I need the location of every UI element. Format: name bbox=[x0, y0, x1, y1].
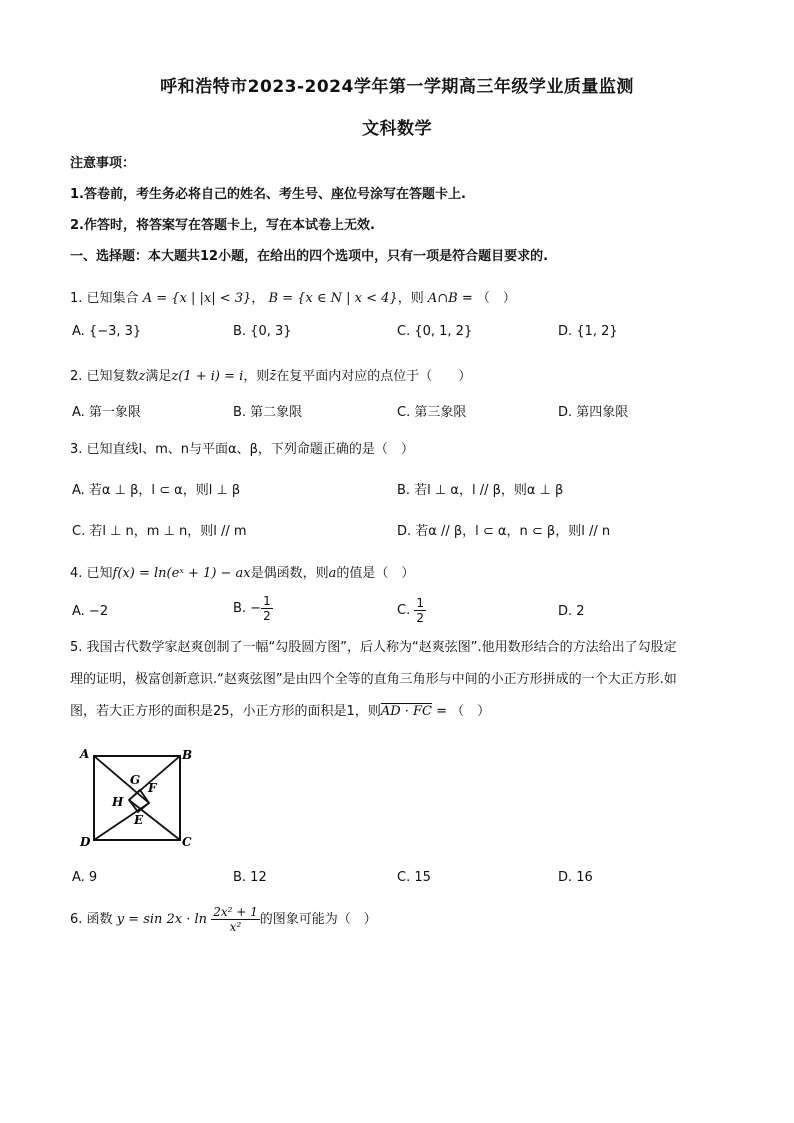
q2-option-b: B. 第二象限 bbox=[233, 405, 303, 420]
notice-heading: 注意事项： bbox=[70, 156, 136, 171]
q5-option-c: C. 15 bbox=[397, 870, 431, 885]
q5-option-b: B. 12 bbox=[233, 870, 267, 885]
question-1-stem: 1. 已知集合 A = {x | |x| < 3}， B = {x ∈ N | x < 4}，则 A∩B = （ ） bbox=[70, 291, 516, 306]
label-b: B bbox=[182, 748, 193, 762]
zhaoshuang-figure bbox=[74, 746, 198, 850]
q2-option-a: A. 第一象限 bbox=[72, 405, 141, 420]
question-6-stem: 6. 函数 y = sin 2x · ln $\frac{\text{2x² + 1}}{\text{x²}}$ 的图象可能为（ ） bbox=[70, 905, 377, 934]
label-g: G bbox=[130, 773, 141, 787]
exam-subtitle: 文科数学 bbox=[362, 119, 432, 139]
q4-option-d: D. 2 bbox=[558, 604, 585, 619]
section-heading: 一、选择题：本大题共12小题，在给出的四个选项中，只有一项是符合题目要求的. bbox=[70, 249, 549, 264]
q5-option-d: D. 16 bbox=[558, 870, 593, 885]
function-6-expr: y = sin 2x · ln bbox=[116, 912, 208, 927]
q4-option-b: B. − $\frac{1}{2}$ bbox=[233, 594, 271, 623]
exam-title: 呼和浩特市2023-2024学年第一学期高三年级学业质量监测 bbox=[160, 77, 634, 97]
q2-option-c: C. 第三象限 bbox=[397, 405, 467, 420]
notice-item-1: 1.答卷前，考生务必将自己的姓名、考生号、座位号涂写在答题卡上. bbox=[70, 187, 466, 202]
set-b-expr: B = {x ∈ N | x < 4} bbox=[268, 291, 398, 306]
question-4-stem: 4. 已知f(x) = ln(eˣ + 1) − ax是偶函数，则a的值是（ ） bbox=[70, 566, 415, 581]
label-f: F bbox=[148, 781, 157, 795]
label-h: H bbox=[112, 795, 124, 809]
q1-option-d: D. {1, 2} bbox=[558, 324, 618, 339]
q1-option-c: C. {0, 1, 2} bbox=[397, 324, 473, 339]
question-3-stem: 3. 已知直线l、m、n与平面α、β，下列命题正确的是（ ） bbox=[70, 442, 414, 457]
question-5-stem: 5. 我国古代数学家赵爽创制了一幅“勾股圆方图”，后人称为“赵爽弦图”.他用数形结合的方法给出了勾股定 理的证明，极富创新意识.“赵爽弦图”是由四个全等的直角三角形与中间的小正方形拼成的一个大正方形.如 图，若大正方形的面积是25，小正方形的面积是1，则AD · FC = （ ） bbox=[70, 640, 677, 719]
intersection-expr: A∩B bbox=[427, 291, 458, 306]
q3-option-a: A. 若α ⊥ β，l ⊂ α，则l ⊥ β bbox=[72, 483, 241, 498]
label-a: A bbox=[80, 747, 90, 761]
q1-option-b: B. {0, 3} bbox=[233, 324, 292, 339]
set-a-expr: A = {x | |x| < 3} bbox=[142, 291, 252, 306]
function-expr: f(x) = ln(eˣ + 1) − ax bbox=[112, 566, 251, 581]
q3-option-b: B. 若l ⊥ α，l // β，则α ⊥ β bbox=[397, 483, 564, 498]
q4-option-a: A. −2 bbox=[72, 604, 109, 619]
label-d: D bbox=[80, 835, 91, 849]
vector-expr: AD · FC bbox=[380, 704, 433, 719]
q5-option-a: A. 9 bbox=[72, 870, 98, 885]
notice-item-2: 2.作答时，将答案写在答题卡上，写在本试卷上无效. bbox=[70, 218, 375, 233]
label-e: E bbox=[134, 813, 144, 827]
question-2-stem: 2. 已知复数z满足z(1 + i) = i，则z̄在复平面内对应的点位于（ ） bbox=[70, 369, 472, 384]
label-c: C bbox=[182, 835, 192, 849]
q4-option-c: C. $\frac{1}{2}$ bbox=[397, 596, 424, 625]
q3-option-d: D. 若α // β，l ⊂ α，n ⊂ β，则l // n bbox=[397, 524, 611, 539]
q1-option-a: A. {−3, 3} bbox=[72, 324, 142, 339]
q2-option-d: D. 第四象限 bbox=[558, 405, 629, 420]
q3-option-c: C. 若l ⊥ n，m ⊥ n，则l // m bbox=[72, 524, 247, 539]
